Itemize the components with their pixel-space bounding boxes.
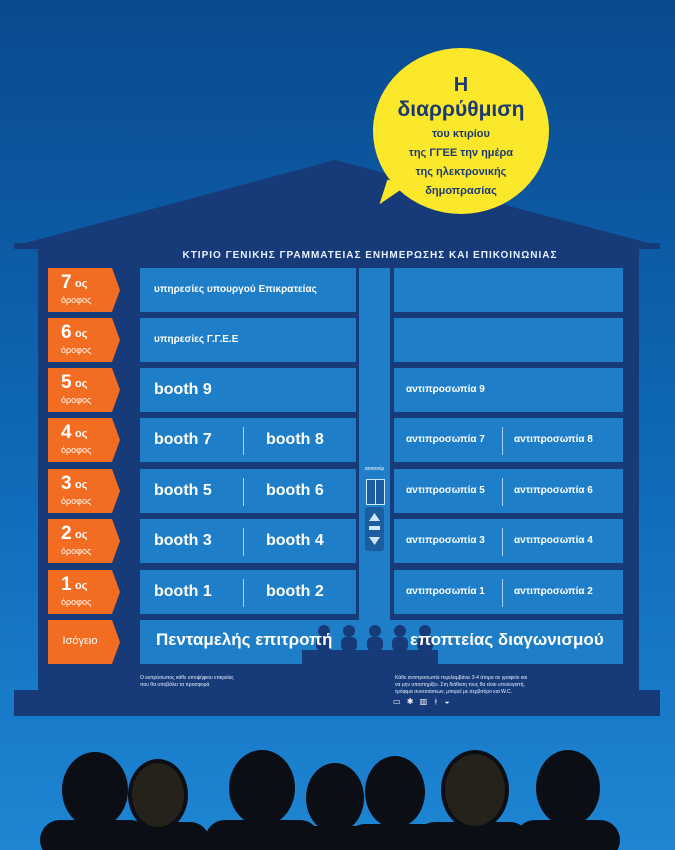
booth-divider	[243, 427, 244, 455]
floor-7-right-panel	[394, 268, 623, 312]
note-right-line-3: τρόφιμα συνεσιάσεων, μπορεί με σερβιτόρο και W.C.	[395, 689, 512, 695]
floor-6-right-panel	[394, 318, 623, 362]
booth-4: booth 4	[266, 532, 324, 549]
floor-number: 4	[61, 422, 72, 443]
floor-7-left-text: υπηρεσίες υπουργού Επικρατείας	[154, 284, 317, 295]
floor-7-left-panel	[140, 268, 356, 312]
floor-1-left-panel	[140, 570, 356, 614]
delegation-divider	[502, 579, 503, 607]
note-left-line-2: που θα υποβάλει τα προσφορά	[140, 682, 210, 688]
building-base	[14, 690, 660, 716]
amenities-icons	[393, 697, 451, 706]
person-icon: ᚼ	[433, 697, 441, 706]
elevator-door-icon	[366, 479, 385, 505]
floor-suffix: ος	[75, 529, 88, 541]
note-right-line-2: να μην υποστηρίξει. Στη διάθεση τους θα είναι υπολογιστή,	[395, 682, 525, 688]
floor-tag-1	[48, 570, 112, 614]
booth-1: booth 1	[154, 583, 212, 600]
bubble-line-3: του κτιρίου	[432, 128, 490, 140]
floor-tag-7	[48, 268, 112, 312]
note-right-line-1: Κάθε αντιπροσωπία περιλαμβάνει 3-4 άτομα σε γραφείο και	[395, 675, 528, 681]
elevator-label: ασανσέρ	[364, 466, 385, 472]
committee-text-left: Πενταμελής επιτροπή	[156, 630, 333, 649]
note-left-line-1: Ο εκπρόσωπος κάθε υποψήφιου εταιρείας	[140, 675, 234, 681]
elevator-icon: ▥	[419, 697, 430, 706]
floor-2-left-panel	[140, 519, 356, 563]
floor-suffix: ος	[75, 378, 88, 390]
floor-4-left-panel	[140, 418, 356, 462]
floor-2-right-panel	[394, 519, 623, 563]
audience-silhouettes	[0, 740, 675, 850]
floor-suffix: ος	[75, 428, 88, 440]
booth-2: booth 2	[266, 583, 324, 600]
delegation-4: αντιπροσωπία 4	[514, 535, 593, 546]
floor-tag-3	[48, 469, 112, 513]
floor-tag-4	[48, 418, 112, 462]
floor-6-left-panel	[140, 318, 356, 362]
booth-divider	[243, 478, 244, 506]
air-condition-icon: ✱	[406, 697, 416, 706]
laptop-icon: ▭	[393, 697, 403, 706]
floor-suffix: ος	[75, 328, 88, 340]
booth-7: booth 7	[154, 431, 212, 448]
delegation-2: αντιπροσωπία 2	[514, 586, 593, 597]
floor-3-right-panel	[394, 469, 623, 513]
delegation-5: αντιπροσωπία 5	[406, 485, 485, 496]
floor-3-left-panel	[140, 469, 356, 513]
booth-divider	[243, 528, 244, 556]
floor-number: 6	[61, 322, 72, 343]
bubble-line-1: Η	[453, 74, 469, 96]
delegation-divider	[502, 528, 503, 556]
booth-3: booth 3	[154, 532, 212, 549]
food-icon: ◒	[444, 697, 452, 706]
floor-number: 7	[61, 272, 72, 293]
bubble-line-6: δημοπρασίας	[425, 185, 497, 197]
floor-word: όροφος	[61, 295, 92, 305]
bubble-line-5: της ηλεκτρονικής	[415, 166, 507, 178]
booth-5: booth 5	[154, 482, 212, 499]
floor-number: 5	[61, 372, 72, 393]
delegation-3: αντιπροσωπία 3	[406, 535, 485, 546]
floor-5-left-panel	[140, 368, 356, 412]
booth-9: booth 9	[154, 381, 212, 398]
floor-word: όροφος	[61, 496, 92, 506]
floor-number: 3	[61, 473, 72, 494]
floor-suffix: ος	[75, 580, 88, 592]
floor-tag-5	[48, 368, 112, 412]
delegation-6: αντιπροσωπία 6	[514, 485, 593, 496]
delegation-9: αντιπροσωπία 9	[406, 384, 485, 395]
note-right	[395, 675, 527, 696]
floor-word: όροφος	[61, 395, 92, 405]
floor-5-right-panel	[394, 368, 623, 412]
booth-6: booth 6	[266, 482, 324, 499]
floor-word: όροφος	[61, 345, 92, 355]
delegation-divider	[502, 478, 503, 506]
booth-divider	[243, 579, 244, 607]
delegation-divider	[502, 427, 503, 455]
floor-word: όροφος	[61, 597, 92, 607]
ground-floor-label: Ισόγειο	[62, 635, 98, 647]
building-title: ΚΤΙΡΙΟ ΓΕΝΙΚΗΣ ΓΡΑΜΜΑΤΕΙΑΣ ΕΝΗΜΕΡΩΣΗΣ ΚΑΙ ΕΠΙΚΟΙΝΩΝΙΑΣ	[182, 250, 558, 261]
bubble-line-4: της ΓΓΕΕ την ημέρα	[408, 147, 514, 159]
note-left	[140, 675, 234, 689]
floor-tag-6	[48, 318, 112, 362]
floor-word: όροφος	[61, 546, 92, 556]
floor-6-left-text: υπηρεσίες Γ.Γ.Ε.Ε	[154, 334, 239, 345]
floor-number: 2	[61, 523, 72, 544]
elevator-buttons-icon	[365, 507, 384, 551]
floor-1-right-panel	[394, 570, 623, 614]
floor-suffix: ος	[75, 278, 88, 290]
floor-tag-2	[48, 519, 112, 563]
floor-suffix: ος	[75, 479, 88, 491]
delegation-8: αντιπροσωπία 8	[514, 434, 593, 445]
floor-4-right-panel	[394, 418, 623, 462]
floor-number: 1	[61, 574, 72, 595]
delegation-7: αντιπροσωπία 7	[406, 434, 485, 445]
committee-text-right: εποπτείας διαγωνισμού	[410, 630, 604, 649]
floor-tag-ground	[48, 620, 112, 664]
bubble-line-2: διαρρύθμιση	[397, 98, 525, 121]
floor-word: όροφος	[61, 445, 92, 455]
booth-8: booth 8	[266, 431, 324, 448]
delegation-1: αντιπροσωπία 1	[406, 586, 485, 597]
